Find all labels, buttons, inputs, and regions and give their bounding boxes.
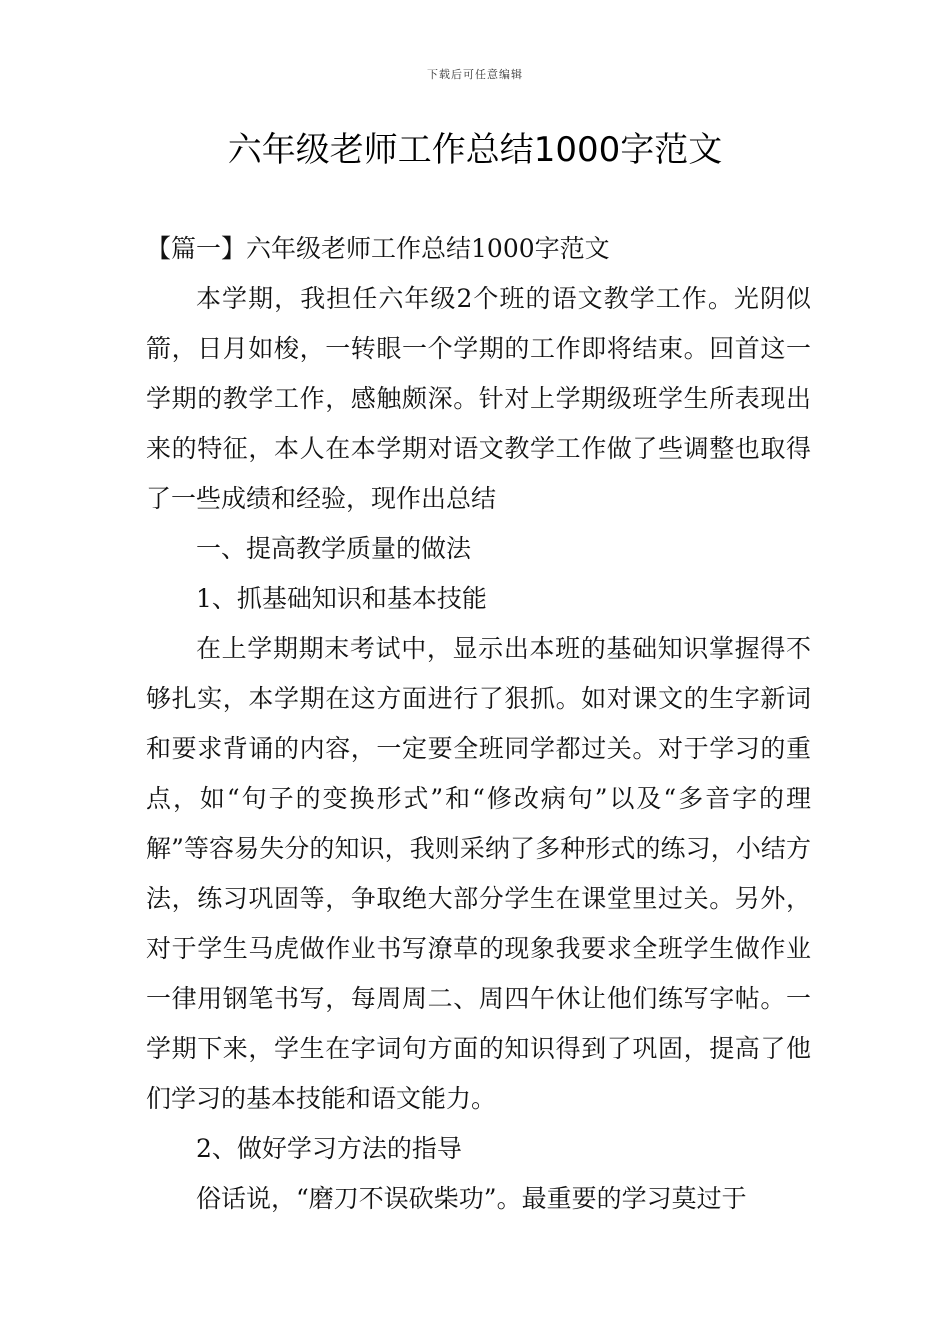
header-note: 下载后可任意编辑 bbox=[427, 68, 523, 81]
paragraph: 俗话说，“磨刀不误砍柴功”。最重要的学习莫过于 bbox=[196, 1184, 747, 1213]
paragraph: 在上学期期末考试中，显示出本班的基础知识掌握得不够扎实，本学期在这方面进行了狠抓。如对课文的生字新词和要求背诵的内容，一定要全班同学都过关。对于学习的重点，如“句子的变换形式”和“修改病句”以及“多音字的理解”等容易失分的知识，我则采纳了多种形式的练习，小结方法，练习巩固等，争取绝大部分学生在课堂里过关。另外，对于学生马虎做作业书写潦草的现象我要求全班学生做作业一律用钢笔书写，每周周二、周四午休让他们练写字帖。一学期下来，学生在字词句方面的知识得到了巩固，提高了他们学习的基本技能和语文能力。 bbox=[146, 634, 811, 1113]
document-body bbox=[146, 224, 811, 1224]
document-title: 六年级老师工作总结1000字范文 bbox=[227, 130, 723, 170]
paragraph: 本学期，我担任六年级2个班的语文教学工作。光阴似箭，日月如梭，一转眼一个学期的工作即将结束。回首这一学期的教学工作，感触颇深。针对上学期级班学生所表现出来的特征，本人在本学期对语文教学工作做了些调整也取得了一些成绩和经验，现作出总结 bbox=[146, 284, 811, 513]
paragraph: 2、做好学习方法的指导 bbox=[196, 1134, 462, 1163]
paragraph: 一、提高教学质量的做法 bbox=[196, 534, 472, 563]
paragraph: 1、抓基础知识和基本技能 bbox=[196, 584, 487, 613]
section-heading: 【篇一】六年级老师工作总结1000字范文 bbox=[146, 234, 610, 263]
